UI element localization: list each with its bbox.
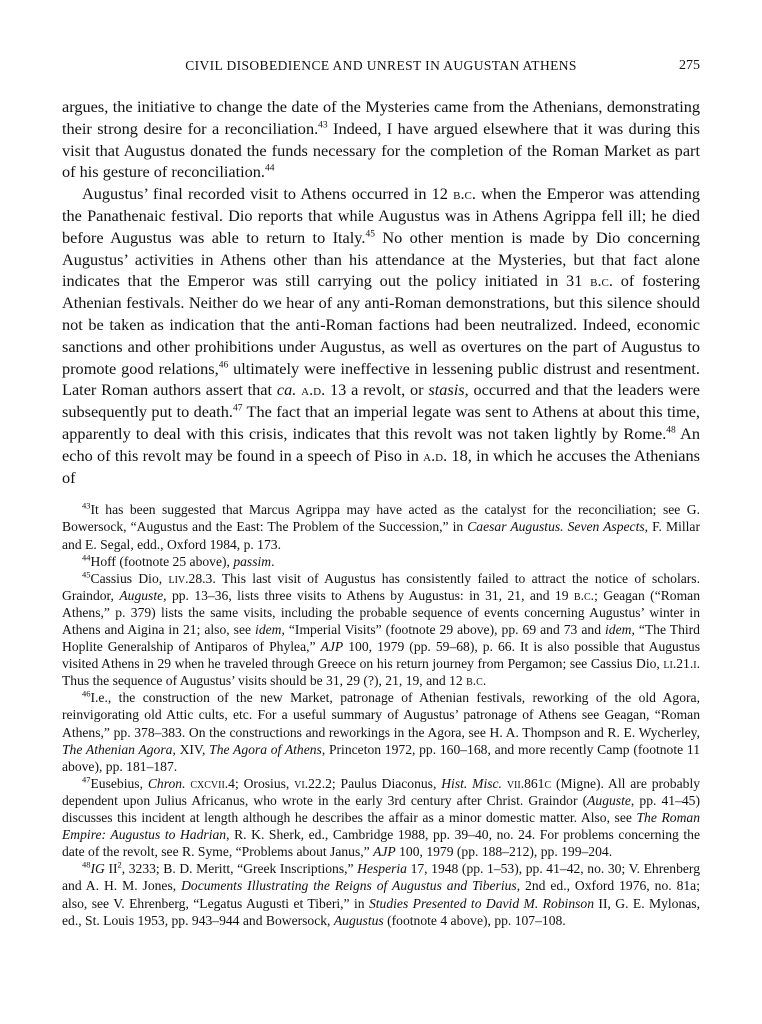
footnote-ref-46: 46 [218, 360, 229, 371]
text-run: . Thus the sequence of Augustus’ visits should be 31, 29 (?), 21, 19, and 12 [62, 656, 700, 689]
footnote-ref-48: 48 [666, 425, 676, 436]
text-run: , occurred and that the leaders were subsequently put to death. [62, 380, 701, 422]
text-run: , XIV, [172, 741, 210, 757]
footnote-number: 45 [82, 569, 91, 580]
italic-title: Hesperia [357, 861, 407, 877]
footnote-46 [62, 689, 700, 774]
footnotes [62, 501, 700, 928]
footnote-ref-43: 43 [318, 120, 328, 131]
text-run: , 2nd ed., Oxford 1976, no. 81a; also, see V. Ehrenberg, “Legatus Augusti et Tiberi,” in [62, 878, 700, 911]
text-run: Eusebius, [90, 775, 148, 791]
small-caps-ref: li.21.i [663, 656, 697, 672]
text-run: argues, the initiative to change the date of the Mysteries came from the Athenians, demonstrating their strong desire for a reconciliation. [62, 97, 700, 138]
text-run: The fact that an imperial legate was sent to Athens at about this time, apparently to deal with this crisis, indicates that this revolt was not taken lightly by Rome. [62, 402, 701, 443]
text-run: ; Paulus Diaconus, [331, 775, 442, 791]
text-run: , “The Third Hoplite Generalship of Antiparos of Phylea,” [62, 622, 700, 655]
text-run: II, G. E. Mylonas, ed., St. Louis 1953, pp. 943–944 and Bowersock, [62, 895, 700, 928]
era-abbrev: a.d. [423, 445, 448, 465]
footnote-ref-44: 44 [265, 163, 275, 174]
text-run: Augustus’ final recorded visit to Athens occurred in 12 [82, 184, 454, 204]
text-run: when the Emperor was attending the Panathenaic festival. Dio reports that while Augustus was in Athens Agrippa fell ill; he died before Augustus was able to return to Italy. [62, 184, 700, 247]
page-number: 275 [679, 58, 700, 73]
italic-title: Documents Illustrating the Reigns of Augustus and Tiberius [181, 878, 517, 894]
text-run: ; Geagan (“Roman Athens,” p. 379) lists the same visits, including the probable sequence of events concerning Augustus’ winter in Athens and Aigina in 21; also, see [62, 587, 700, 637]
small-caps-ref: cxcvii.4 [190, 775, 235, 791]
small-caps-ref: b.c. [573, 587, 595, 603]
running-title: CIVIL DISOBEDIENCE AND UNREST IN AUGUSTAN ATHENS [185, 58, 577, 73]
small-caps-ref: liv.28.3 [168, 570, 213, 586]
era-abbrev: b.c. [590, 271, 613, 291]
italic-term: stasis [428, 380, 465, 400]
running-header [62, 58, 700, 88]
italic-title: The Athenian Agora [62, 741, 173, 757]
italic-title: Caesar Augustus. Seven Aspects [467, 519, 645, 535]
small-caps-ref: vii.861c [506, 775, 552, 791]
text-run: , Princeton 1972, pp. 160–168, and more recently Camp (footnote 11 above), pp. 181–187. [62, 741, 700, 774]
italic-title: The Roman Empire: Augustus to Hadrian [62, 810, 700, 843]
text-run: ; Orosius, [234, 775, 295, 791]
italic-title: passim [233, 553, 272, 569]
footnote-47 [62, 775, 700, 860]
footnote-number: 47 [82, 774, 91, 785]
text-run: , pp. 41–45) discusses this incident at length although he describes the affair as a minor domestic matter. Also, see [62, 792, 701, 826]
text-run: Cassius Dio, [90, 570, 169, 586]
italic-title: Auguste [587, 792, 631, 808]
italic-title: idem [605, 622, 632, 637]
italic-title: AJP [320, 639, 344, 655]
italic-title: IG [90, 861, 105, 877]
footnote-number: 43 [82, 500, 91, 511]
era-abbrev: a.d. [301, 380, 326, 400]
text-run: 100, 1979 (pp. 188–212), pp. 199–204. [395, 844, 613, 860]
text-run: . [271, 553, 275, 569]
italic-title: AJP [373, 844, 396, 860]
paragraph-2 [62, 183, 700, 488]
italic-title: Auguste [119, 587, 164, 603]
text-run: No other mention is made by Dio concerning Augustus’ activities in Athens other than his attendance at the Mysteries, but that fact alone indicates that the Emperor was still carrying out the policy initiated in 31 [62, 227, 700, 291]
italic-title: The Agora of Athens [209, 741, 322, 757]
italic-title: idem [255, 622, 282, 637]
text-run: , R. K. Sherk, ed., Cambridge 1988, pp. 39–40, no. 24. For problems concerning the date of the revolt, see R. Syme, “Problems about Janus,” [62, 827, 701, 860]
footnote-number: 44 [82, 552, 91, 563]
text-run: Indeed, I have argued elsewhere that it was during this visit that Augustus donated the funds necessary for the completion of the Roman Market as part of his gesture of reconciliation. [62, 118, 700, 182]
small-caps-ref: vi.22.2 [294, 775, 332, 791]
text-run: (footnote 4 above), pp. 107–108. [383, 912, 566, 928]
footnote-number: 48 [82, 859, 91, 870]
footnote-ref-45: 45 [365, 229, 375, 240]
page [62, 58, 700, 929]
text-run: , 3233; B. D. Meritt, “Greek Inscriptions,” [121, 861, 358, 877]
text-run: I.e., the construction of the new Market, patronage of Athenian festivals, reworking of the old Agora, reinvigorating old Attic cults, etc. For a useful summary of Augustus’ patronage of Athens see Geagan, “Roman Athens,” pp. 378–383. On the constructions and reworkings in the Agora, see H. A. Thompson and R. E. Wycherley, [62, 690, 700, 740]
text-run: of fostering Athenian festivals. Neither do we hear of any anti-Roman demonstrations, but this silence should not be taken as indication that the anti-Roman factions had been neutralized. Indeed, economic sanctions and other prohibitions under Augustus, as well as overtures on the part of Augustus to promote good relations, [62, 271, 700, 378]
text-run: Hoff (footnote 25 above), [90, 553, 234, 569]
footnote-48 [62, 860, 700, 928]
text-run: 17, 1948 (pp. 1–53), pp. 41–42, no. 30; V. Ehrenberg and A. H. M. Jones, [62, 861, 700, 894]
footnote-ref-47: 47 [232, 403, 243, 414]
era-abbrev: b.c. [453, 184, 476, 204]
small-caps-ref: b.c. [466, 673, 487, 689]
italic-title: Hist. Misc. [441, 775, 502, 791]
text-run: ultimately were ineffective in lessening public distrust and resentment. Later Roman authors assert that [62, 358, 700, 400]
italic-title: Studies Presented to David M. Robinson [368, 895, 595, 911]
text-run: , pp. 13–36, lists three visits to Athens by Augustus: in 31, 21, and 19 [163, 587, 574, 603]
text-run: An echo of this revolt may be found in a speech of Piso in [62, 423, 700, 465]
text-run: 100, 1979 (pp. 59–68), p. 66. It is also possible that Augustus visited Athens in 29 when he traveled through Greece on his return journey from Pergamon; see Cassius Dio, [62, 639, 700, 672]
italic-title: Augustus [333, 912, 384, 928]
italic-term: ca. [276, 380, 297, 400]
text-run: II [104, 861, 118, 877]
footnote-45 [62, 570, 700, 690]
text-run: (Migne). All are probably dependent upon Julius Africanus, who wrote in the early 3rd century after Christ. Graindor ( [62, 775, 701, 808]
text-run: 13 a revolt, or [325, 380, 429, 400]
text-run: , “Imperial Visits” (footnote 29 above), pp. 69 and 73 and [281, 622, 605, 637]
text-run: . This last visit of Augustus has consistently failed to attract the notice of scholars. Graindor, [62, 570, 700, 603]
text-run: 18, in which he accuses the Athenians of [62, 445, 700, 487]
superscript: 2 [117, 859, 122, 870]
italic-title: Chron. [147, 775, 186, 791]
paragraph-1 [62, 96, 700, 183]
text-run: , F. Millar and E. Segal, edd., Oxford 1984, p. 173. [62, 519, 700, 552]
footnote-43 [62, 501, 700, 552]
text-run: It has been suggested that Marcus Agrippa may have acted as the catalyst for the reconciliation; see G. Bowersock, “Augustus and the East: The Problem of the Succession,” in [62, 502, 700, 535]
body-text [62, 96, 700, 488]
footnote-number: 46 [82, 688, 91, 699]
footnote-44 [62, 553, 700, 570]
